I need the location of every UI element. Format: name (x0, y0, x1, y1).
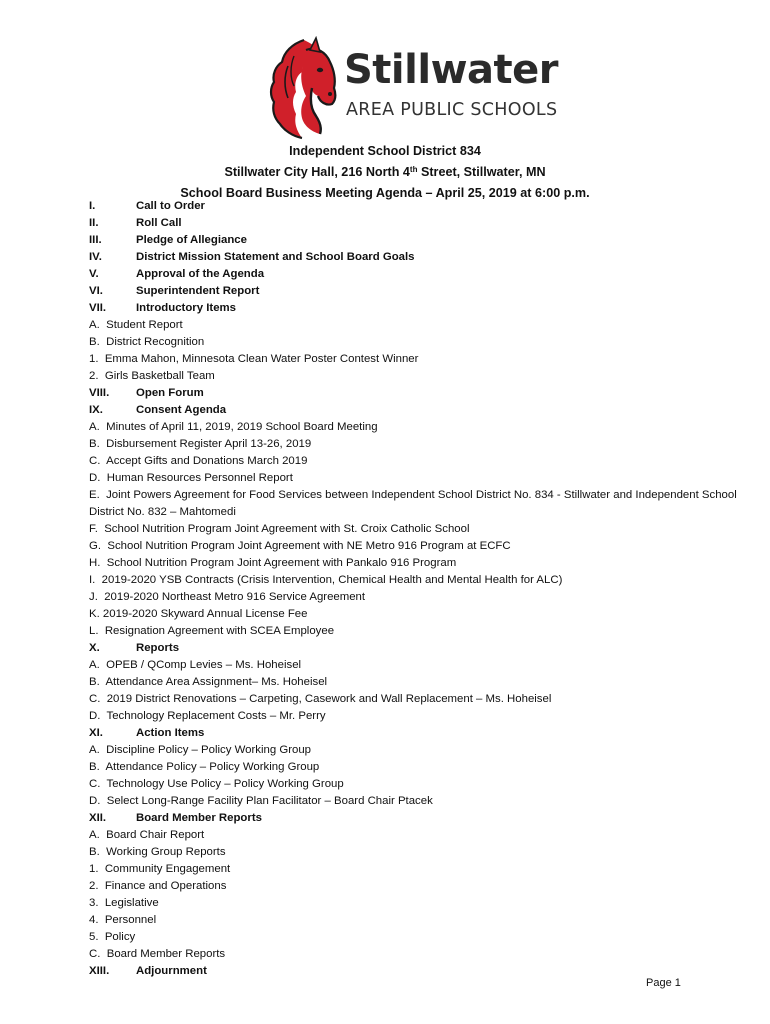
agenda-subitem (89, 912, 749, 929)
agenda-subitem (89, 844, 749, 861)
section-numeral: VI. (89, 285, 103, 297)
subitem-text: A. OPEB / QComp Levies – Ms. Hoheisel (89, 659, 302, 671)
section-title: District Mission Statement and School Board Goals (136, 251, 415, 263)
location-text-end: Street, Stillwater, MN (417, 165, 546, 179)
subitem-text: B. Working Group Reports (89, 846, 226, 858)
subitem-text: C. Accept Gifts and Donations March 2019 (89, 455, 308, 467)
agenda-subitem (89, 708, 749, 725)
agenda-subitem (89, 674, 749, 691)
agenda-section (89, 266, 749, 283)
agenda-header (0, 141, 770, 204)
section-title: Call to Order (136, 200, 205, 212)
section-title: Adjournment (136, 965, 207, 977)
section-numeral: IV. (89, 251, 102, 263)
subitem-text: F. School Nutrition Program Joint Agreement with St. Croix Catholic School (89, 523, 470, 535)
district-logo (266, 36, 556, 140)
agenda-subitem (89, 334, 749, 351)
subitem-text: C. 2019 District Renovations – Carpeting, Casework and Wall Replacement – Ms. Hoheisel (89, 693, 552, 705)
subitem-text: B. District Recognition (89, 336, 205, 348)
agenda-section (89, 300, 749, 317)
subitem-text: I. 2019-2020 YSB Contracts (Crisis Intervention, Chemical Health and Mental Health for ALC) (89, 574, 563, 586)
subitem-text: 4. Personnel (89, 914, 157, 926)
red-horse-head-icon (266, 36, 338, 140)
subitem-text: J. 2019-2020 Northeast Metro 916 Service Agreement (89, 591, 366, 603)
section-numeral: III. (89, 234, 102, 246)
district-name: Independent School District 834 (289, 144, 481, 158)
section-title: Open Forum (136, 387, 204, 399)
agenda-subitem (89, 861, 749, 878)
agenda-section (89, 810, 749, 827)
subitem-text: 1. Emma Mahon, Minnesota Clean Water Poster Contest Winner (89, 353, 419, 365)
agenda-subitem (89, 606, 749, 623)
section-title: Reports (136, 642, 180, 654)
subitem-text: A. Discipline Policy – Policy Working Group (89, 744, 311, 756)
subitem-text: C. Board Member Reports (89, 948, 226, 960)
agenda-subitem (89, 793, 749, 810)
section-title: Introductory Items (136, 302, 236, 314)
agenda-subitem (89, 759, 749, 776)
subitem-text: B. Disbursement Register April 13-26, 2019 (89, 438, 312, 450)
section-numeral: VII. (89, 302, 107, 314)
section-title: Consent Agenda (136, 404, 227, 416)
section-numeral: V. (89, 268, 99, 280)
section-numeral: VIII. (89, 387, 110, 399)
ordinal-suffix: th (409, 165, 418, 174)
subitem-text: D. Technology Replacement Costs – Mr. Perry (89, 710, 326, 722)
subitem-text: C. Technology Use Policy – Policy Working Group (89, 778, 344, 790)
subitem-text: 3. Legislative (89, 897, 159, 909)
agenda-subitem (89, 657, 749, 674)
subitem-text: H. School Nutrition Program Joint Agreement with Pankalo 916 Program (89, 557, 457, 569)
subitem-text: A. Board Chair Report (89, 829, 205, 841)
subitem-text: A. Minutes of April 11, 2019, 2019 School Board Meeting (89, 421, 378, 433)
subitem-text: D. Select Long-Range Facility Plan Facilitator – Board Chair Ptacek (89, 795, 433, 807)
subitem-text: G. School Nutrition Program Joint Agreement with NE Metro 916 Program at ECFC (89, 540, 511, 552)
agenda-subitem (89, 453, 749, 470)
subitem-text: L. Resignation Agreement with SCEA Employee (89, 625, 335, 637)
agenda-section (89, 249, 749, 266)
agenda-subitem (89, 487, 749, 521)
agenda-section (89, 198, 749, 215)
agenda-section (89, 385, 749, 402)
agenda-section (89, 283, 749, 300)
agenda-subitem (89, 691, 749, 708)
agenda-subitem (89, 776, 749, 793)
agenda-subitem (89, 895, 749, 912)
subitem-text: 2. Finance and Operations (89, 880, 227, 892)
agenda-subitem (89, 538, 749, 555)
agenda-subitem (89, 368, 749, 385)
section-numeral: X. (89, 642, 100, 654)
section-numeral: II. (89, 217, 99, 229)
page-number: Page 1 (646, 977, 681, 989)
subitem-text: 1. Community Engagement (89, 863, 231, 875)
subitem-text: A. Student Report (89, 319, 183, 331)
subitem-text: 5. Policy (89, 931, 136, 943)
subitem-text: E. Joint Powers Agreement for Food Services between Independent School District No. 834 - Stillwater and Independent School District No. 832 – Mahtomedi (89, 489, 740, 518)
agenda-subitem (89, 470, 749, 487)
section-numeral: XII. (89, 812, 107, 824)
agenda-section (89, 215, 749, 232)
agenda-subitem (89, 878, 749, 895)
subitem-text: K. 2019-2020 Skyward Annual License Fee (89, 608, 308, 620)
section-numeral: IX. (89, 404, 103, 416)
section-numeral: I. (89, 200, 96, 212)
agenda-section (89, 232, 749, 249)
agenda-subitem (89, 572, 749, 589)
agenda-list (89, 198, 749, 980)
agenda-subitem (89, 351, 749, 368)
agenda-subitem (89, 419, 749, 436)
agenda-subitem (89, 946, 749, 963)
section-title: Approval of the Agenda (136, 268, 265, 280)
section-numeral: XI. (89, 727, 103, 739)
agenda-subitem (89, 929, 749, 946)
meeting-title: School Board Business Meeting Agenda – April 25, 2019 at 6:00 p.m. (180, 186, 590, 200)
agenda-section (89, 640, 749, 657)
subitem-text: D. Human Resources Personnel Report (89, 472, 293, 484)
section-title: Pledge of Allegiance (136, 234, 247, 246)
agenda-subitem (89, 742, 749, 759)
subitem-text: B. Attendance Policy – Policy Working Group (89, 761, 320, 773)
subitem-text: 2. Girls Basketball Team (89, 370, 215, 382)
section-title: Board Member Reports (136, 812, 262, 824)
section-title: Roll Call (136, 217, 182, 229)
agenda-subitem (89, 589, 749, 606)
agenda-subitem (89, 623, 749, 640)
agenda-subitem (89, 521, 749, 538)
location-text: Stillwater City Hall, 216 North 4 (224, 165, 410, 179)
agenda-subitem (89, 827, 749, 844)
meeting-location (0, 162, 770, 183)
agenda-subitem (89, 555, 749, 572)
logo-wordmark: Stillwater (344, 47, 558, 93)
agenda-subitem (89, 317, 749, 334)
section-title: Superintendent Report (136, 285, 260, 297)
section-title: Action Items (136, 727, 205, 739)
section-numeral: XIII. (89, 965, 110, 977)
logo-subtitle: AREA PUBLIC SCHOOLS (346, 100, 558, 120)
agenda-section (89, 402, 749, 419)
agenda-subitem (89, 436, 749, 453)
subitem-text: B. Attendance Area Assignment– Ms. Hoheisel (89, 676, 328, 688)
agenda-section (89, 725, 749, 742)
